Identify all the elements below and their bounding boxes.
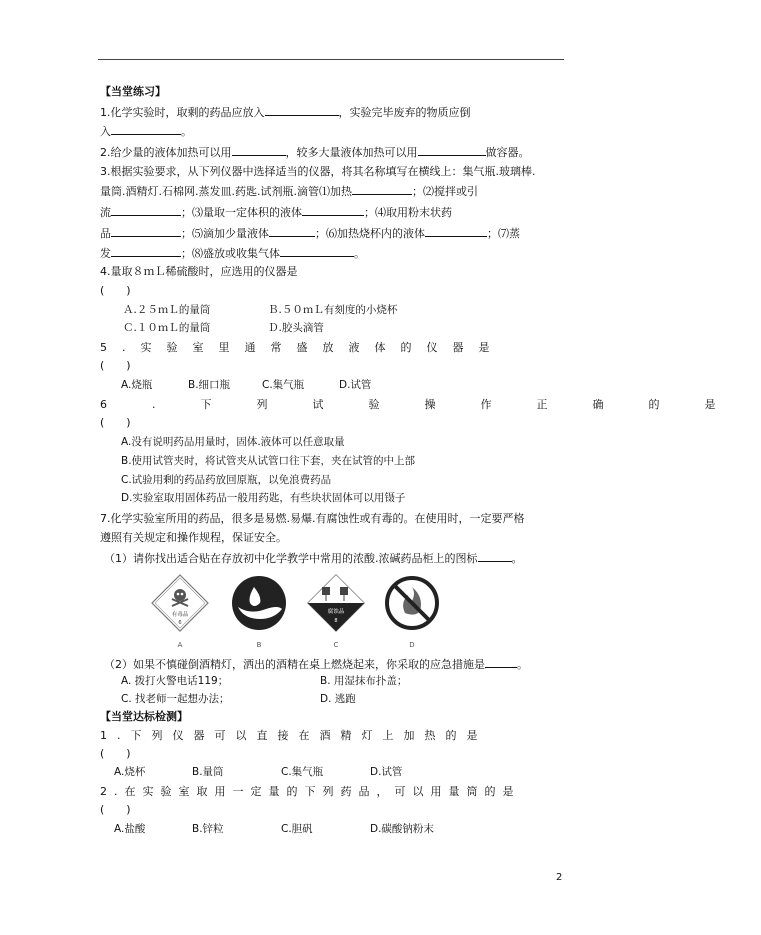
option-b[interactable]: B.使用试管夹时，将试管夹从试管口往下套，夹在试管的中上部 bbox=[121, 455, 416, 467]
option-d[interactable]: D.试管 bbox=[339, 379, 372, 391]
page-number: 2 bbox=[556, 872, 563, 883]
section-heading-test: 【当堂达标检测】 bbox=[100, 710, 188, 723]
no-fire-sign-icon[interactable] bbox=[387, 578, 437, 649]
answer-parentheses: ( ) bbox=[100, 359, 131, 372]
answer-parentheses: ( ) bbox=[100, 416, 131, 429]
hazard-signs bbox=[150, 573, 440, 651]
sign-b-label: B bbox=[256, 641, 262, 649]
answer-parentheses: ( ) bbox=[100, 803, 131, 816]
option-c[interactable]: C. 找老师一起想办法； bbox=[121, 693, 230, 705]
option-b[interactable]: B. 用湿抹布扑盖； bbox=[320, 675, 408, 687]
header-rule bbox=[98, 59, 564, 60]
option-c[interactable]: C.胆矾 bbox=[281, 823, 313, 835]
answer-parentheses: ( ) bbox=[100, 284, 131, 297]
question-3-line-2: 量筒.酒精灯.石棉网.蒸发皿.药匙.试剂瓶.滴管⑴加热 ；⑵搅拌或引 bbox=[100, 185, 478, 198]
option-a[interactable]: A. 拨打火警电话119； bbox=[121, 675, 229, 687]
option-d[interactable]: D.试管 bbox=[370, 766, 403, 778]
option-a[interactable]: Ａ.２５ｍＬ的量筒 bbox=[123, 304, 211, 316]
sign-a-number: 6 bbox=[178, 620, 182, 626]
option-d[interactable]: D. 逃跑 bbox=[320, 693, 356, 705]
option-a[interactable]: A.烧瓶 bbox=[121, 379, 153, 391]
question-3-line-1: 3.根据实验要求，从下列仪器中选择适当的仪器，将其名称填写在横线上：集气瓶.玻璃棒. bbox=[100, 165, 536, 178]
question-3-line-4: 品 ；⑸滴加少量液体 ；⑹加热烧杯内的液体 ；⑺蒸 bbox=[100, 227, 520, 240]
answer-blank[interactable] bbox=[280, 245, 354, 257]
answer-blank[interactable] bbox=[111, 225, 181, 237]
answer-blank[interactable] bbox=[352, 183, 412, 195]
question-7-part-1: （1）请你找出适合贴在存放初中化学教学中常用的浓酸.浓碱药品柜上的图标 。 bbox=[104, 552, 523, 565]
question-1-line-1: 1.化学实验时，取剩的药品应放入 ，实验完毕废弃的物质应倒 bbox=[100, 106, 471, 119]
section-heading-practice: 【当堂练习】 bbox=[100, 85, 166, 98]
answer-blank[interactable] bbox=[111, 123, 181, 135]
sign-a-label: A bbox=[177, 641, 183, 649]
option-d[interactable]: D.碳酸钠粉末 bbox=[370, 823, 434, 835]
option-b[interactable]: B.锌粒 bbox=[192, 823, 224, 835]
option-c[interactable]: C.集气瓶 bbox=[262, 379, 305, 391]
question-3-line-3: 流 ；⑶量取一定体积的液体 ；⑷取用粉末状药 bbox=[100, 206, 452, 219]
sign-c-number: 8 bbox=[334, 618, 338, 624]
option-d[interactable]: Ｄ.胶头滴管 bbox=[268, 322, 324, 334]
corrosive-circle-icon[interactable] bbox=[232, 576, 286, 649]
option-a[interactable]: A.烧杯 bbox=[114, 766, 146, 778]
option-a[interactable]: A.没有说明药品用量时，固体.液体可以任意取量 bbox=[121, 436, 345, 448]
question-3-line-5: 发 ；⑻盛放或收集气体 。 bbox=[100, 247, 365, 260]
test-question-1: 1.下列仪器可以直接在酒精灯上加热的是 bbox=[100, 729, 488, 742]
answer-blank[interactable] bbox=[111, 245, 181, 257]
option-c[interactable]: C.试验用剩的药品药放回原瓶，以免浪费药品 bbox=[121, 474, 332, 486]
sign-d-label: D bbox=[409, 641, 415, 649]
question-7-line-2: 遵照有关规定和操作规程，保证安全。 bbox=[100, 531, 287, 544]
question-7-line-1: 7.化学实验室所用的药品，很多是易燃.易爆.有腐蚀性或有毒的。在使用时，一定要严格 bbox=[100, 512, 525, 525]
option-a[interactable]: A.盐酸 bbox=[114, 823, 146, 835]
option-d[interactable]: D.实验室取用固体药品一般用药匙，有些块状固体可以用镊子 bbox=[121, 492, 406, 504]
toxic-sign-icon[interactable] bbox=[152, 575, 208, 649]
question-2: 2.给少量的液体加热可以用 ，较多大量液体加热可以用 做容器。 bbox=[100, 146, 530, 159]
question-5: 5.实验室里通常盛放液体的仪器是 bbox=[100, 341, 505, 354]
sign-c-label: C bbox=[333, 641, 339, 649]
sign-c-text: 腐蚀品 bbox=[327, 609, 345, 615]
option-b[interactable]: B.量筒 bbox=[192, 766, 224, 778]
option-c[interactable]: C.集气瓶 bbox=[281, 766, 324, 778]
answer-blank[interactable] bbox=[418, 144, 486, 156]
answer-parentheses: ( ) bbox=[100, 747, 131, 760]
option-c[interactable]: Ｃ.１０ｍＬ的量筒 bbox=[123, 322, 211, 334]
option-b[interactable]: B.细口瓶 bbox=[188, 379, 231, 391]
question-6: 6.下列试验操作正确的是 bbox=[100, 398, 761, 411]
answer-blank[interactable] bbox=[302, 204, 364, 216]
question-7-part-2: （2）如果不慎碰倒酒精灯，洒出的酒精在桌上燃烧起来，你采取的应急措施是 。 bbox=[104, 658, 528, 671]
answer-blank[interactable] bbox=[269, 225, 315, 237]
option-b[interactable]: Ｂ.５０ｍＬ有刻度的小烧杯 bbox=[268, 304, 398, 316]
answer-blank[interactable] bbox=[425, 225, 487, 237]
answer-blank[interactable] bbox=[265, 104, 339, 116]
answer-blank[interactable] bbox=[232, 144, 286, 156]
answer-blank[interactable] bbox=[478, 550, 512, 562]
sign-a-text: 有毒品 bbox=[171, 612, 189, 618]
test-question-2: 2.在实验室取用一定量的下列药品，可以用量筒的是 bbox=[100, 785, 521, 798]
question-4: 4.量取８ｍＬ稀硫酸时，应选用的仪器是 bbox=[100, 265, 298, 278]
answer-blank[interactable] bbox=[111, 204, 181, 216]
answer-blank[interactable] bbox=[485, 656, 517, 668]
corrosive-sign-icon[interactable] bbox=[308, 575, 364, 649]
question-1-line-2: 入 。 bbox=[100, 125, 192, 138]
